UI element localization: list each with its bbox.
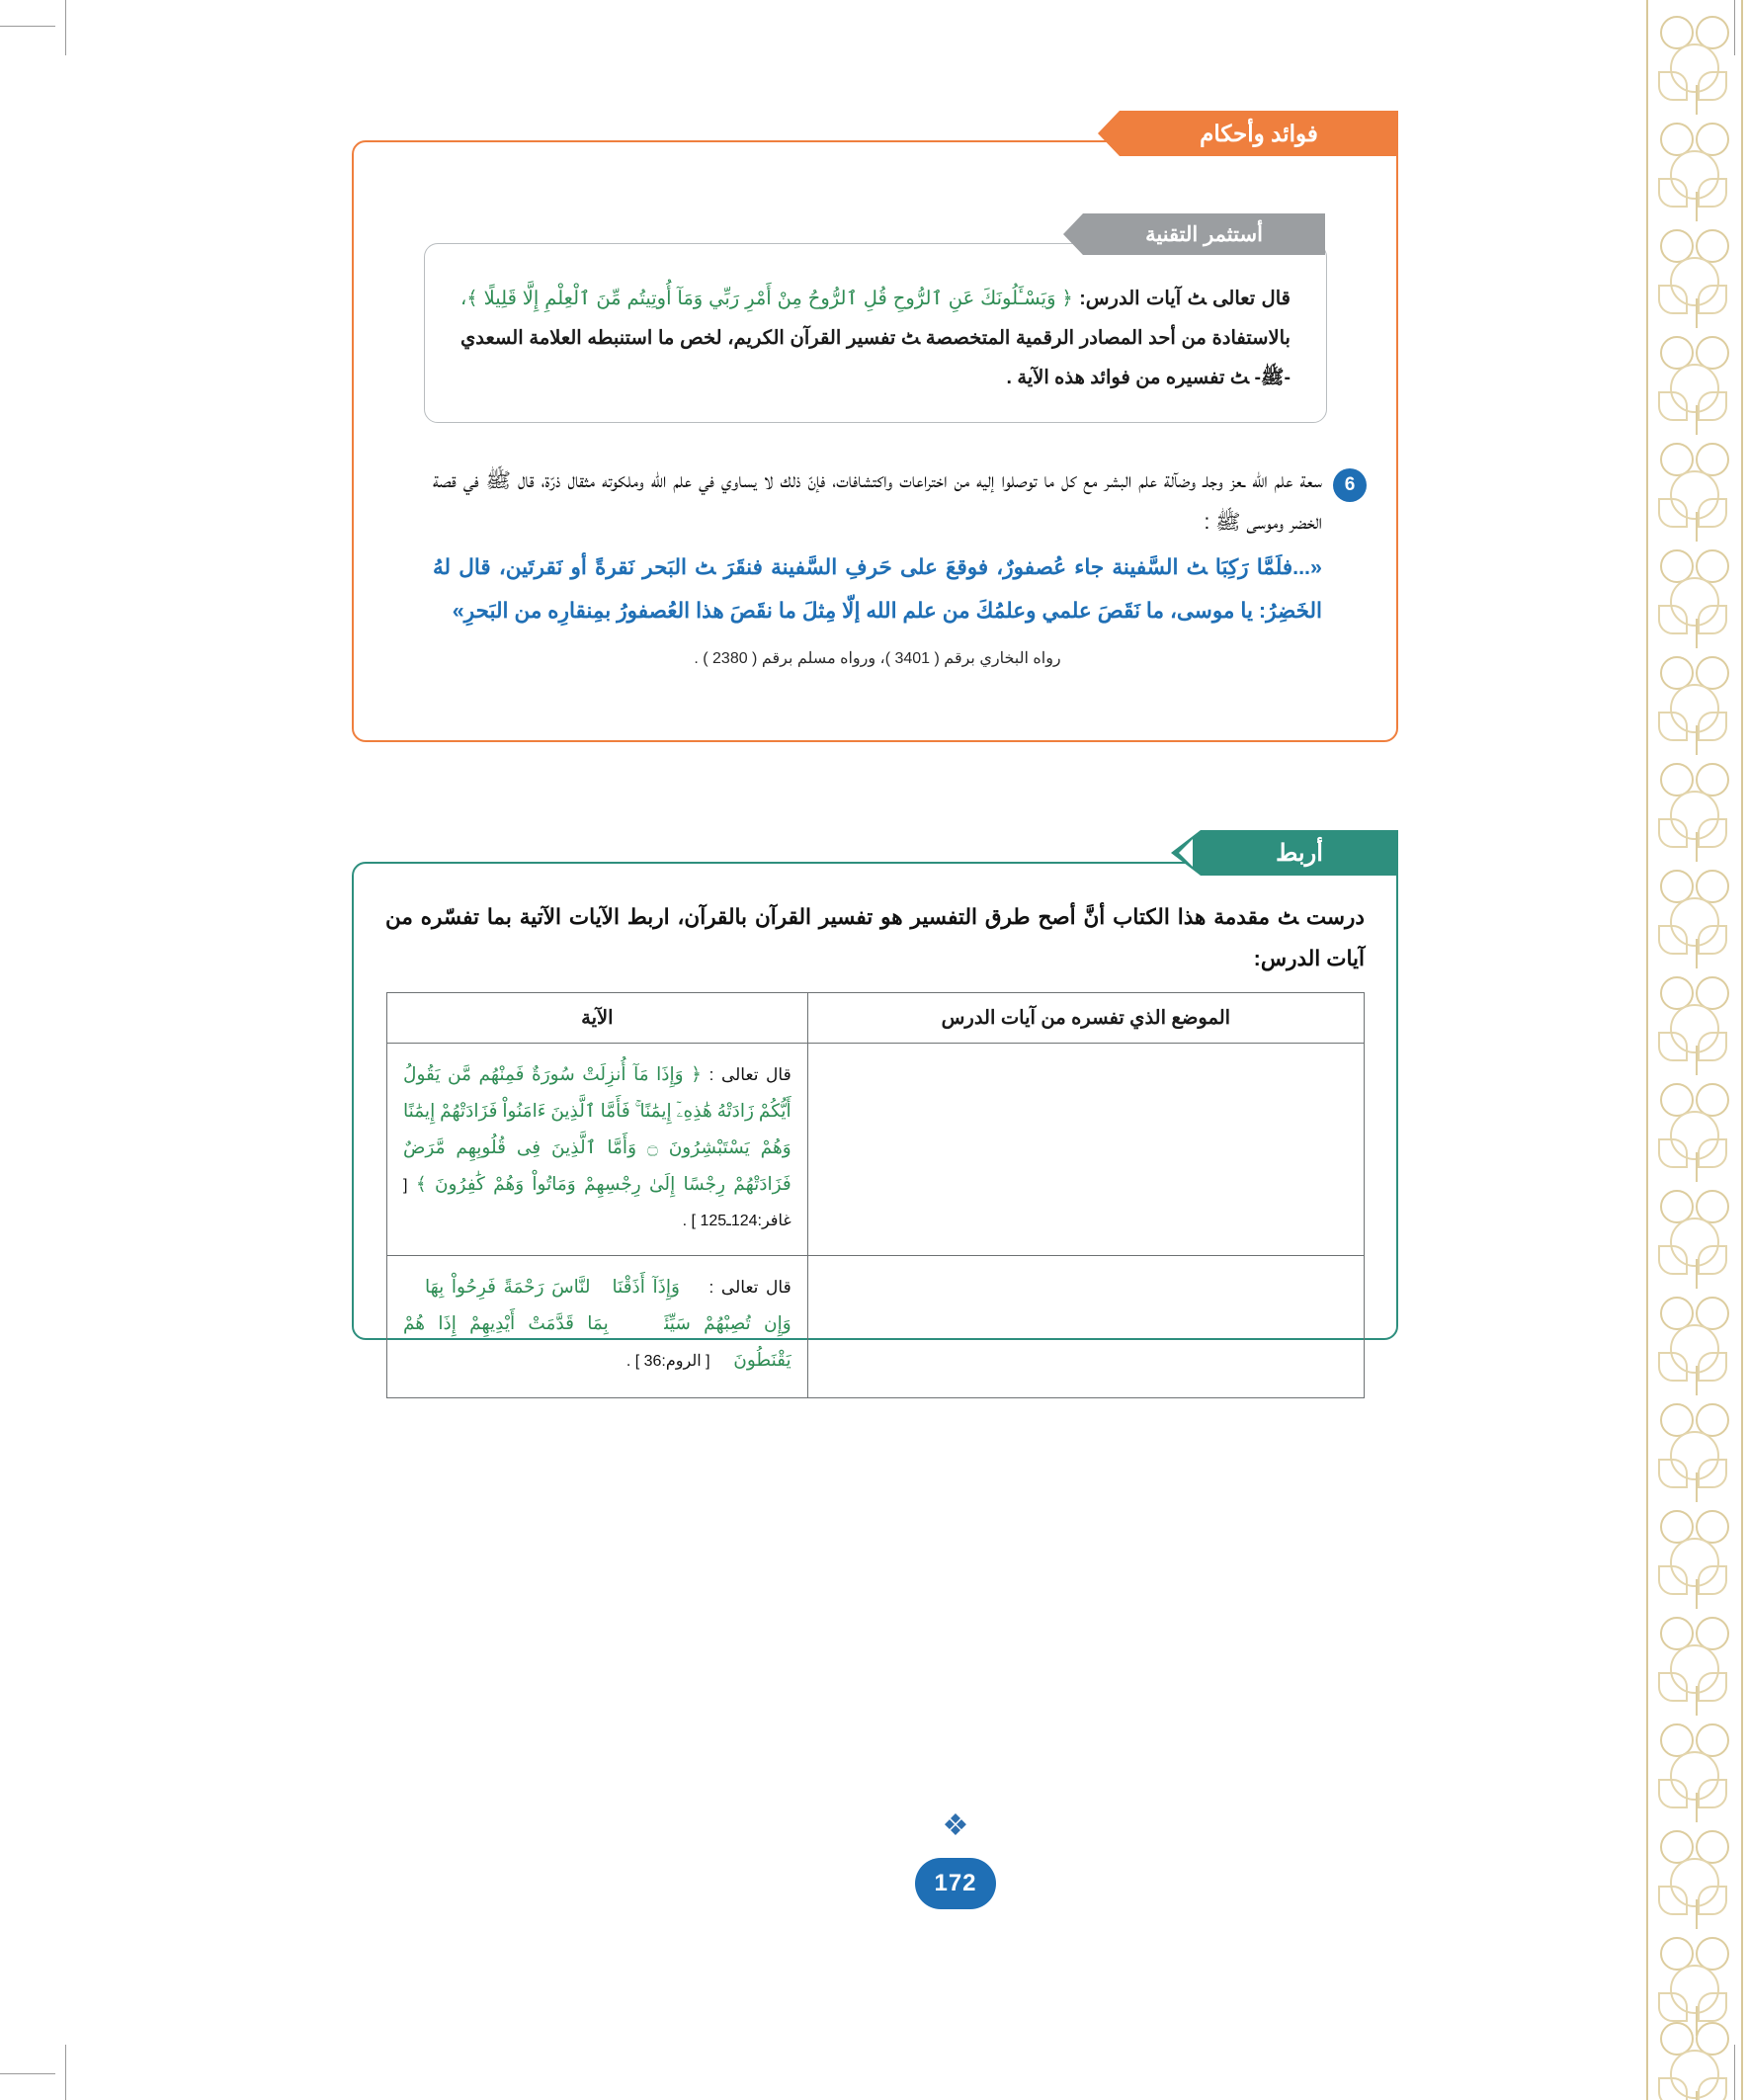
footer-emblem-icon: ❖ — [942, 1809, 969, 1842]
hadith-source: رواه البخاري برقم ( 3401 )، ورواه مسلم برقم ( 2380 ) . — [694, 650, 1061, 668]
answer-cell[interactable] — [807, 1256, 1364, 1398]
quran-verse: ﴿ وَيَسْـَٔلُونَكَ عَنِ ٱلرُّوحِ قُلِ ٱلرُّوحُ مِنْ أَمْرِ رَبِّي وَمَآ أُوتِيتُم مِّنَ ٱلْعِلْمِ إِلَّا قَلِيلًا ﴾، — [460, 289, 1073, 309]
ornament-motif — [1656, 544, 1733, 650]
table-header-row — [387, 993, 1365, 1044]
benefit-paragraph-text: سعة علم الله ـعز وجلـ وضآلة علم البشر مع كل ما توصلوا إليه من اختراعات واكتشافات، فإنّ ذلك لا يساوي في علم الله وملكوته مثقال ذرّة، قال ﷺ في قصة الخضر وموسى ﷺ : — [433, 469, 1322, 534]
table-row — [387, 1256, 1365, 1398]
section-tab-technology-label: أستثمر التقنية — [1145, 222, 1263, 246]
table-row — [387, 1044, 1365, 1256]
item-number-badge: 6 — [1333, 468, 1367, 502]
ornament-motif — [1656, 1397, 1733, 1504]
verse-reference: [ غافر:124ـ125 ] . — [403, 1177, 791, 1229]
section-tab-benefits-label: فوائد وأحكام — [1200, 120, 1318, 146]
benefit-paragraph — [433, 461, 1322, 632]
ornament-motif — [1656, 2016, 1733, 2100]
section-tab-technology — [1083, 213, 1325, 255]
section-tab-link-label: أربط — [1276, 839, 1323, 867]
ornament-motif — [1656, 1611, 1733, 1718]
ornament-motif — [1656, 970, 1733, 1077]
verse-link-table — [386, 992, 1365, 1398]
benefits-panel — [352, 140, 1398, 742]
column-header-answer: الموضع الذي تفسره من آيات الدرس — [807, 993, 1364, 1044]
technology-activity-box — [424, 243, 1327, 423]
technology-body-text: بالاستفادة من أحد المصادر الرقمية المتخصصة ﭧ تفسير القرآن الكريم، لخص ما استنبطه العلامة السعدي -ﷺ- ﭧ تفسيره من فوائد هذه الآية . — [460, 326, 1291, 388]
ornament-motif — [1656, 1291, 1733, 1397]
quran-verse: ﴿ وَإِذَا مَآ أُنزِلَتْ سُورَةٌ فَمِنْهُم مَّن يَقُولُ أَيُّكُمْ زَادَتْهُ هَٰذِهِۦٓ إِيمَٰنًا ۚ فَأَمَّا ٱلَّذِينَ ءَامَنُواْ فَزَادَتْهُمْ إِيمَٰنًا وَهُمْ يَسْتَبْشِرُونَ ۝ وَأَمَّا ٱلَّذِينَ فِى قُلُوبِهِم مَّرَضٌ فَزَادَتْهُمْ رِجْسًا إِلَىٰ رِجْسِهِمْ وَمَاتُواْ وَهُمْ كَٰفِرُونَ ﴾ — [403, 1065, 791, 1195]
technology-activity-text — [460, 280, 1291, 398]
section-tab-benefits — [1120, 111, 1398, 156]
tab-arrow-icon — [1098, 111, 1120, 156]
benefit-item-6 — [433, 461, 1322, 668]
page-number-badge: 172 — [915, 1858, 996, 1909]
decorative-border-band — [1640, 0, 1749, 2100]
answer-cell[interactable] — [807, 1044, 1364, 1256]
ornament-motif — [1656, 437, 1733, 544]
ornament-motif — [1656, 757, 1733, 864]
verse-reference: [ الروم:36 ] . — [625, 1353, 710, 1370]
ornament-motif — [1656, 117, 1733, 223]
tab-arrow-icon — [1063, 213, 1083, 255]
verse-lead-text: قال تعالى : — [701, 1278, 791, 1297]
section-tab-link — [1201, 830, 1398, 876]
link-panel — [352, 862, 1398, 1371]
hadith-text: «...فلَمَّا رَكِبَا ﭧ السَّفينة جاء عُصفورٌ، فوقعَ على حَرفِ السَّفينة فنقَرَ ﭧ البَحر نَقرةً أو نَقرتَين، قال لهُ الخَضِرُ: يا موسى، ما نَقَصَ علمي وعلمُكَ من علم الله إلّا مِثلَ ما نقَصَ هذا العُصفورُ بمِنقارِه من البَحرِ» — [433, 555, 1322, 624]
ornament-motif — [1656, 10, 1733, 117]
ornament-motif — [1656, 330, 1733, 437]
ornament-motif — [1656, 223, 1733, 330]
technology-lead-text: قال تعالى ﭧ آيات الدرس: — [1079, 288, 1291, 309]
link-instruction: درست ﭧ مقدمة هذا الكتاب أنَّ أصح طرق التفسير هو تفسير القرآن بالقرآن، اربط الآيات الآتية بما تفسّره من آيات الدرس: — [385, 905, 1365, 970]
ornament-motif — [1656, 1184, 1733, 1291]
verse-cell — [387, 1044, 808, 1256]
verse-lead-text: قال تعالى : — [701, 1065, 791, 1084]
verse-cell — [387, 1256, 808, 1398]
border-rule-inner — [1646, 0, 1648, 2100]
ornament-motif — [1656, 864, 1733, 970]
ornament-motif — [1656, 650, 1733, 757]
ornament-motif — [1656, 1824, 1733, 1931]
ornament-motif — [1656, 1077, 1733, 1184]
border-rule-outer — [1741, 0, 1743, 2100]
ornament-motif — [1656, 1504, 1733, 1611]
quran-verse: ﴿ وَإِذَآ أَذَقْنَا ٱلنَّاسَ رَحْمَةً فَرِحُواْ بِهَا ۖ وَإِن تُصِبْهُمْ سَيِّئَةٌۢ بِمَا قَدَّمَتْ أَيْدِيهِمْ إِذَا هُمْ يَقْنَطُونَ ﴾ — [403, 1278, 791, 1371]
column-header-verse: الآية — [387, 993, 808, 1044]
ornament-motif — [1656, 1718, 1733, 1824]
